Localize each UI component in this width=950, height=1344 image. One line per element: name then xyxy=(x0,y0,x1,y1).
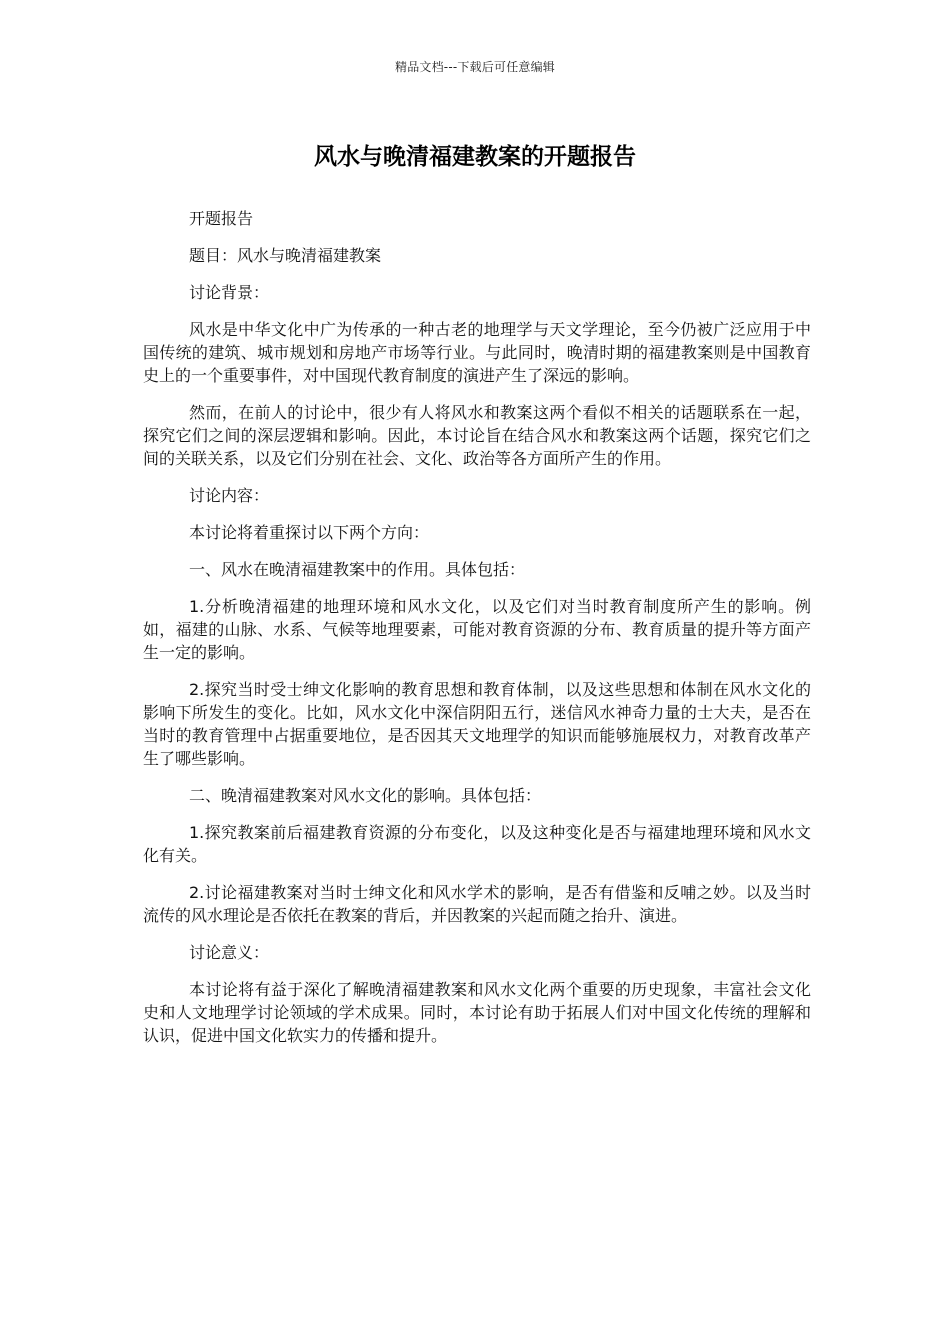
header-note: 精品文档---下载后可任意编辑 xyxy=(395,60,555,74)
paragraph-significance: 本讨论将有益于深化了解晚清福建教案和风水文化两个重要的历史现象，丰富社会文化史和人文地理学讨论领域的学术成果。同时，本讨论有助于拓展人们对中国文化传统的理解和认识，促进中国文化软实力的传播和提升。 xyxy=(143,980,811,1045)
document-body xyxy=(143,207,811,1061)
heading-content: 讨论内容： xyxy=(189,486,270,505)
heading-significance: 讨论意义： xyxy=(189,943,270,962)
heading-background: 讨论背景： xyxy=(189,283,270,302)
subheading-direction-1: 一、风水在晚清福建教案中的作用。具体包括： xyxy=(189,560,526,579)
document-title: 风水与晚清福建教案的开题报告 xyxy=(314,144,636,170)
paragraph-label-report: 开题报告 xyxy=(189,209,254,228)
paragraph-direction-1-item-2: 2.探究当时受士绅文化影响的教育思想和教育体制，以及这些思想和体制在风水文化的影响下所发生的变化。比如，风水文化中深信阴阳五行，迷信风水神奇力量的士大夫，是否在当时的教育管理中占据重要地位，是否因其天文地理学的知识而能够施展权力，对教育改革产生了哪些影响。 xyxy=(143,680,811,768)
paragraph-topic: 题目：风水与晚清福建教案 xyxy=(189,246,382,265)
paragraph-direction-2-item-1: 1.探究教案前后福建教育资源的分布变化，以及这种变化是否与福建地理环境和风水文化有关。 xyxy=(143,823,811,865)
paragraph-direction-1-item-1: 1.分析晚清福建的地理环境和风水文化，以及它们对当时教育制度所产生的影响。例如，福建的山脉、水系、气候等地理要素，可能对教育资源的分布、教育质量的提升等方面产生一定的影响。 xyxy=(143,597,811,662)
paragraph-background-1: 风水是中华文化中广为传承的一种古老的地理学与天文学理论，至今仍被广泛应用于中国传统的建筑、城市规划和房地产市场等行业。与此同时，晚清时期的福建教案则是中国教育史上的一个重要事件，对中国现代教育制度的演进产生了深远的影响。 xyxy=(143,320,811,385)
paragraph-background-2: 然而，在前人的讨论中，很少有人将风水和教案这两个看似不相关的话题联系在一起，探究它们之间的深层逻辑和影响。因此，本讨论旨在结合风水和教案这两个话题，探究它们之间的关联关系，以及它们分别在社会、文化、政治等各方面所产生的作用。 xyxy=(143,403,811,468)
subheading-direction-2: 二、晚清福建教案对风水文化的影响。具体包括： xyxy=(189,786,542,805)
paragraph-content-intro: 本讨论将着重探讨以下两个方向： xyxy=(189,523,430,542)
paragraph-direction-2-item-2: 2.讨论福建教案对当时士绅文化和风水学术的影响，是否有借鉴和反哺之妙。以及当时流传的风水理论是否依托在教案的背后，并因教案的兴起而随之抬升、演进。 xyxy=(143,883,811,925)
